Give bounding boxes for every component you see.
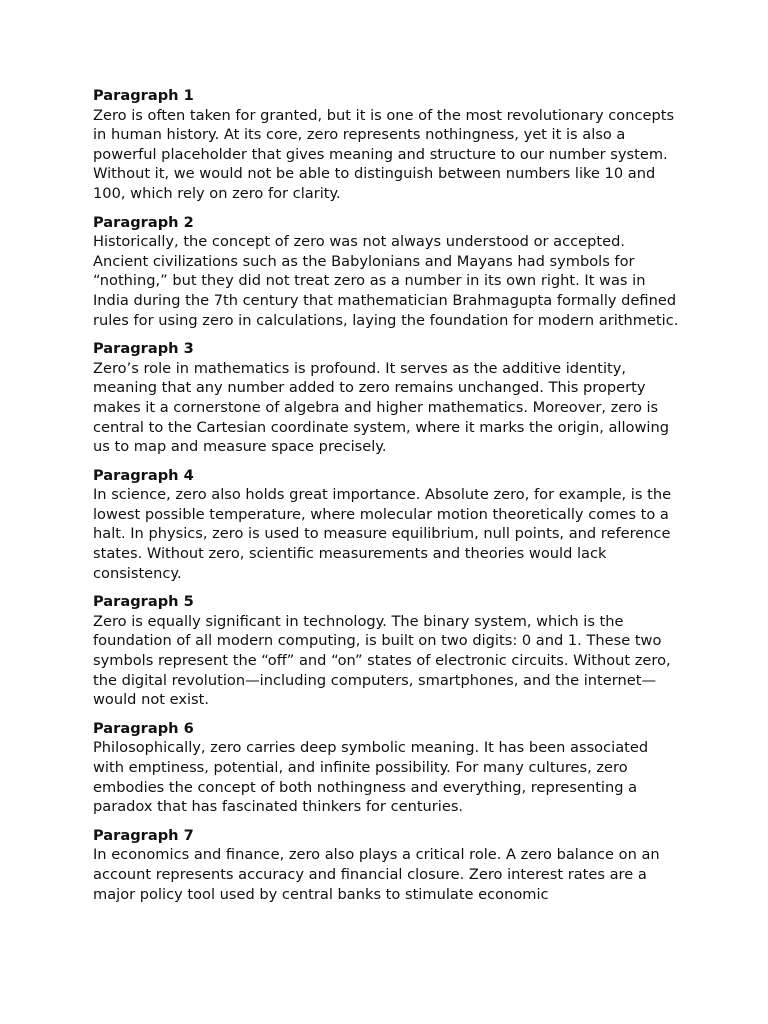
paragraph-heading: Paragraph 6: [93, 719, 194, 737]
paragraph-heading: Paragraph 2: [93, 213, 194, 231]
document-page: [93, 86, 683, 913]
paragraph-heading: Paragraph 4: [93, 466, 194, 484]
paragraph-text: In science, zero also holds great importance. Absolute zero, for example, is the lowest possible temperature, where molecular motion theoretically comes to a halt. In physics, zero is used to measure equilibrium, null points, and reference states. Without zero, scientific measurements and theories would lack consistency.: [93, 486, 672, 582]
paragraph-text: Zero’s role in mathematics is profound. It serves as the additive identity, meaning that any number added to zero remains unchanged. This property makes it a cornerstone of algebra and higher mathematics. Moreover, zero is central to the Cartesian coordinate system, where it marks the origin, allowing us to map and measure space precisely.: [93, 359, 669, 456]
paragraph-heading: Paragraph 7: [93, 826, 194, 844]
paragraph-heading: Paragraph 1: [93, 87, 194, 104]
paragraph-text: Historically, the concept of zero was not always understood or accepted. Ancient civilizations such as the Babylonians and Mayans had symbols for “nothing,” but they did not treat zero as a number in its own right. It was in India during the 7th century that mathematician Brahmagupta formally defined rules for using zero in calculations, laying the foundation for modern arithmetic.: [93, 233, 679, 329]
paragraph-6: [93, 719, 683, 817]
paragraph-2: [93, 213, 683, 331]
paragraph-5: [93, 592, 683, 710]
paragraph-heading: Paragraph 5: [93, 593, 194, 611]
paragraph-text: Zero is equally significant in technology. The binary system, which is the foundation of all modern computing, is built on two digits: 0 and 1. These two symbols represent the “off” and “on” states of electronic circuits. Without zero, the digital revolution—including computers, smartphones, and the internet—would not exist.: [93, 612, 671, 709]
paragraph-heading: Paragraph 3: [93, 340, 194, 358]
paragraph-1: [93, 86, 683, 204]
paragraph-4: [93, 466, 683, 584]
paragraph-text: Zero is often taken for granted, but it is one of the most revolutionary concepts in human history. At its core, zero represents nothingness, yet it is also a powerful placeholder that gives meaning and structure to our number system. Without it, we would not be able to distinguish between numbers like 10 and 100, which rely on zero for clarity.: [93, 106, 675, 202]
paragraph-text: In economics and finance, zero also plays a critical role. A zero balance on an account represents accuracy and financial closure. Zero interest rates are a major policy tool used by central banks to stimulate economic: [93, 846, 660, 903]
paragraph-7: [93, 826, 683, 904]
paragraph-text: Philosophically, zero carries deep symbolic meaning. It has been associated with emptiness, potential, and infinite possibility. For many cultures, zero embodies the concept of both nothingness and everything, representing a paradox that has fascinated thinkers for centuries.: [93, 739, 649, 816]
paragraph-3: [93, 339, 683, 457]
